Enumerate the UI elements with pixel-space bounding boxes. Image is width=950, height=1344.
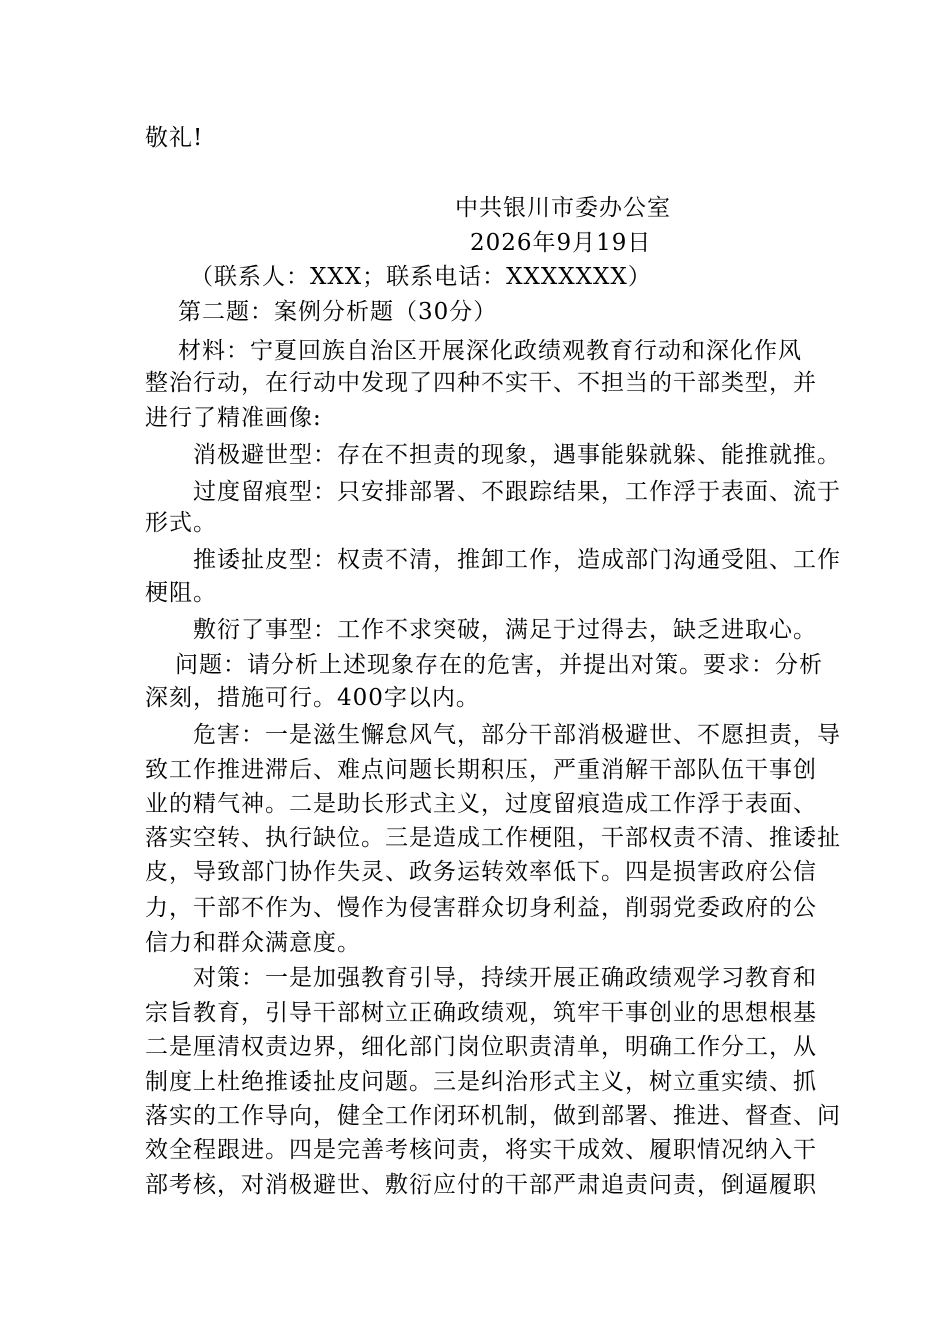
question-prompt: 问题：请分析上述现象存在的危害，并提出对策。要求：分析 (175, 652, 823, 678)
type-description: 过度留痕型：只安排部署、不跟踪结果，工作浮于表面、流于 (193, 479, 841, 505)
letter-closing: 敬礼! (145, 125, 204, 151)
harm-paragraph-line: 力，干部不作为、慢作为侵害群众切身利益，削弱党委政府的公 (145, 895, 817, 921)
type-description: 消极避世型：存在不担责的现象，遇事能躲就躲、能推就推。 (193, 442, 841, 468)
measure-paragraph-line: 制度上杜绝推诿扯皮问题。三是纠治形式主义，树立重实绩、抓 (145, 1069, 817, 1095)
measure-paragraph-line: 对策：一是加强教育引导，持续开展正确政绩观学习教育和 (193, 965, 817, 991)
signature-date: 2026年9月19日 (470, 230, 652, 256)
harm-paragraph-line: 落实空转、执行缺位。三是造成工作梗阻，干部权责不清、推诿扯 (145, 825, 841, 851)
type-description: 推诿扯皮型：权责不清，推卸工作，造成部门沟通受阻、工作 (193, 547, 841, 573)
harm-paragraph-line: 信力和群众满意度。 (145, 930, 361, 956)
signature-org: 中共银川市委办公室 (455, 195, 671, 221)
measure-paragraph-line: 效全程跟进。四是完善考核问责，将实干成效、履职情况纳入干 (145, 1137, 817, 1163)
harm-paragraph-line: 危害：一是滋生懈怠风气，部分干部消极避世、不愿担责，导 (193, 722, 841, 748)
contact-info: （联系人：XXX；联系电话：XXXXXXX） (190, 264, 652, 290)
harm-paragraph-line: 皮，导致部门协作失灵、政务运转效率低下。四是损害政府公信 (145, 859, 817, 885)
type-description-continuation: 梗阻。 (145, 580, 217, 606)
type-description-continuation: 形式。 (145, 510, 217, 536)
measure-paragraph-line: 宗旨教育，引导干部树立正确政绩观，筑牢干事创业的思想根基 (145, 1000, 817, 1026)
measure-paragraph-line: 部考核，对消极避世、敷衍应付的干部严肃追责问责，倒逼履职 (145, 1172, 817, 1198)
type-description: 敷衍了事型：工作不求突破，满足于过得去，缺乏进取心。 (193, 617, 817, 643)
harm-paragraph-line: 致工作推进滞后、难点问题长期积压，严重消解干部队伍干事创 (145, 757, 817, 783)
material-line: 进行了精准画像: (145, 405, 322, 431)
question-prompt: 深刻，措施可行。400字以内。 (145, 685, 480, 711)
question-heading: 第二题：案例分析题（30分） (178, 299, 498, 325)
material-line: 材料：宁夏回族自治区开展深化政绩观教育行动和深化作风 (178, 338, 802, 364)
measure-paragraph-line: 落实的工作导向，健全工作闭环机制，做到部署、推进、督查、问 (145, 1103, 841, 1129)
measure-paragraph-line: 二是厘清权责边界，细化部门岗位职责清单，明确工作分工，从 (145, 1034, 817, 1060)
material-line: 整治行动，在行动中发现了四种不实干、不担当的干部类型，并 (145, 370, 817, 396)
harm-paragraph-line: 业的精气神。二是助长形式主义，过度留痕造成工作浮于表面、 (145, 791, 817, 817)
